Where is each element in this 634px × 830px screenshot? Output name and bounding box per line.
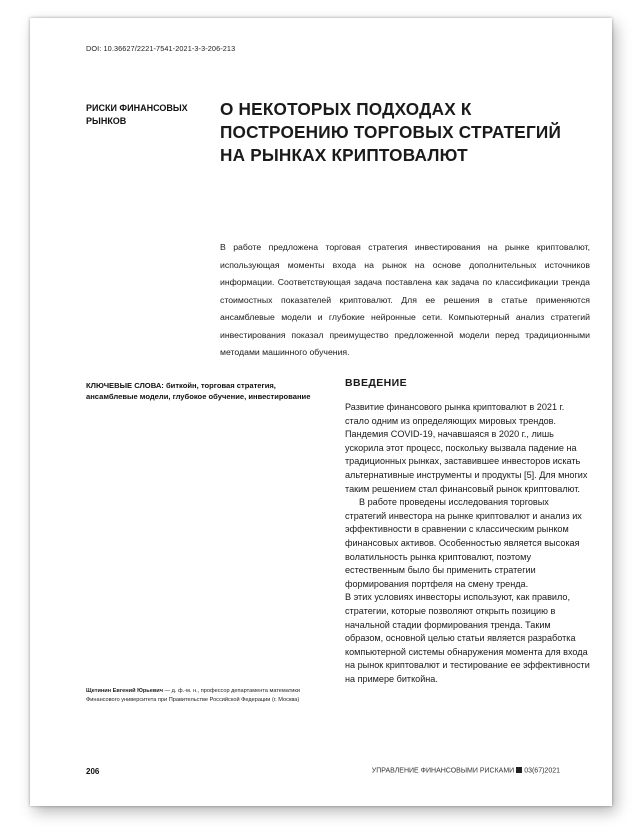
author-details: — д. ф.-м. н., профессор департамента математики Финансового университета при Правительстве Российской Федерации (г. Москва) — [86, 688, 301, 703]
intro-paragraph-1: Развитие финансового рынка криптовалют в 2021 г. стало одним из определяющих мировых трендов. Пандемия COVID-19, начавшаяся в 2020 г., лишь ускорила этот процесс, поскольку вызвала падение на традиционных рынках, заставившее инвесторов искать альтернативные инструменты и продукты [5]. Для многих таким решением стал финансовый рынок криптовалют. — [345, 402, 588, 494]
intro-body — [345, 401, 590, 686]
journal-name: УПРАВЛЕНИЕ ФИНАНСОВЫМИ РИСКАМИ — [371, 767, 515, 775]
doi: DOI: 10.36627/2221-7541-2021-3-3-206-213 — [86, 44, 236, 53]
paper-page — [30, 18, 612, 806]
article-title: О НЕКОТОРЫХ ПОДХОДАХ К ПОСТРОЕНИЮ ТОРГОВЫХ СТРАТЕГИЙ НА РЫНКАХ КРИПТОВАЛЮТ — [220, 99, 562, 165]
journal-footer — [372, 767, 560, 775]
intro-heading: ВВЕДЕНИЕ — [345, 377, 407, 389]
author-name: Щетинин Евгений Юрьевич — [86, 688, 163, 694]
square-separator-icon — [516, 767, 522, 773]
intro-paragraph-2: В работе проведены исследования торговых стратегий инвестора на рынке криптовалют и анализ их эффективности в сравнении с классическим рынком финансовых активов. Особенностью является высокая волатильность рынка криптовалют, поэтому естественным было бы применить стратегии формирования портфеля на смену тренда. — [345, 497, 582, 589]
journal-issue: 03(67)2021 — [524, 767, 560, 775]
page-number: 206 — [86, 767, 100, 776]
author-note — [86, 687, 331, 704]
keywords-label: КЛЮЧЕВЫЕ СЛОВА: — [86, 381, 164, 390]
keywords-text: биткойн, торговая стратегия, ансамблевые модели, глубокое обучение, инвестирование — [86, 381, 311, 401]
intro-paragraph-3: В этих условиях инвесторы используют, как правило, стратегии, которые позволяют открыть позицию в начальной стадии формирования тренда. Таким образом, основной целью статьи является разработка компьютерной системы обнаружения момента для входа на рынок криптовалют и тестирование ее эффективности на примере биткойна. — [345, 592, 590, 684]
keywords-block — [86, 380, 311, 402]
section-heading: РИСКИ ФИНАНСОВЫХ РЫНКОВ — [86, 103, 188, 126]
abstract: В работе предложена торговая стратегия инвестирования на рынке криптовалют, использующая моменты входа на рынок на основе дополнительных источников информации. Соответствующая задача поставлена как задача по классификации тренда стоимостных показателей криптовалют. Для ее решения в статье применяются ансамблевые модели и глубокие нейронные сети. Компьютерный анализ стратегий инвестирования показал преимущество предложенной модели перед традиционными методами машинного обучения. — [220, 242, 590, 357]
